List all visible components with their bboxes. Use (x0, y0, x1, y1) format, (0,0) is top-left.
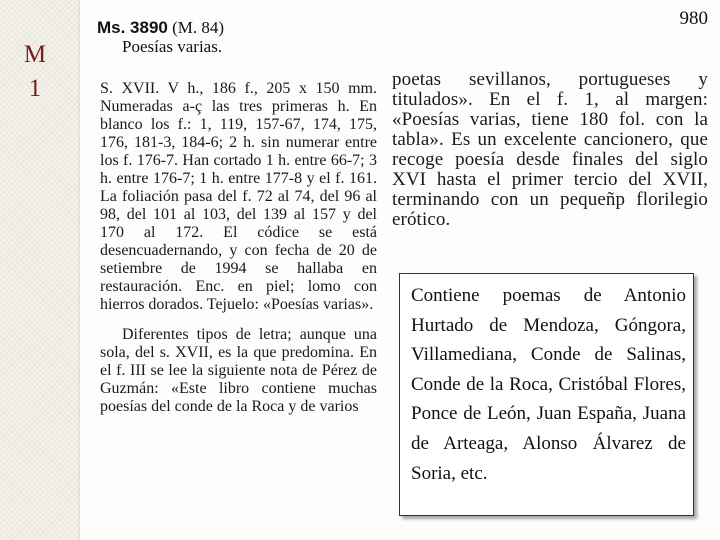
callout-text: Contiene poemas de Antonio Hurtado de Mendoza, Góngora, Villamediana, Conde de Salinas, Conde de la Roca, Cristóbal Flores, Ponce de León, Juan España, Juana de Arteaga, Alonso Álvarez de Soria, etc. (411, 285, 686, 484)
left-column (100, 80, 377, 416)
manuscript-reference: (M. 84) (172, 18, 225, 37)
physical-description: S. XVII. V h., 186 f., 205 x 150 mm. Numeradas a-ç las tres primeras h. En blanco los f.: 1, 119, 157-67, 174, 175, 176, 181-3, 184-6; 2 h. sin numerar entre los f. 176-7. Han cortado 1 h. entre 66-7; 3 h. entre 176-7; 1 h. entre 177-8 y el f. 161. La foliación pasa del f. 72 al 74, del 96 al 98, del 101 al 103, del 139 al 157 y del 170 al 172. El códice se está desencuadernando, y con fecha de 20 de setiembre de 1994 se hallaba en restauración. Enc. en piel; lomo con hierros dorados. Tejuelo: «Poesías varias». (100, 80, 377, 313)
manuscript-number: Ms. 3890 (97, 18, 168, 37)
manuscript-title: Poesías varias. (122, 37, 223, 56)
slide-label: M 1 (23, 41, 47, 102)
manuscript-id-line (97, 18, 224, 37)
manuscript-header (97, 18, 224, 57)
right-column (392, 70, 708, 230)
page-number: 980 (679, 8, 708, 29)
callout-box (399, 273, 694, 516)
handwriting-notes: Diferentes tipos de letra; aunque una sola, del s. XVII, es la que predomina. En el f. III se lee la siguiente nota de Pérez de Guzmán: «Este libro contiene muchas poesías del conde de la Roca y de varios (100, 326, 377, 415)
content-summary: poetas sevillanos, portugueses y titulados». En el f. 1, al margen: «Poesías varias, tiene 180 fol. con la tabla». Es un excelente cancionero, que recoge poesía desde finales del siglo XVI hasta el primer tercio del XVII, terminando con un pequeñp florilegio erótico. (392, 69, 708, 230)
